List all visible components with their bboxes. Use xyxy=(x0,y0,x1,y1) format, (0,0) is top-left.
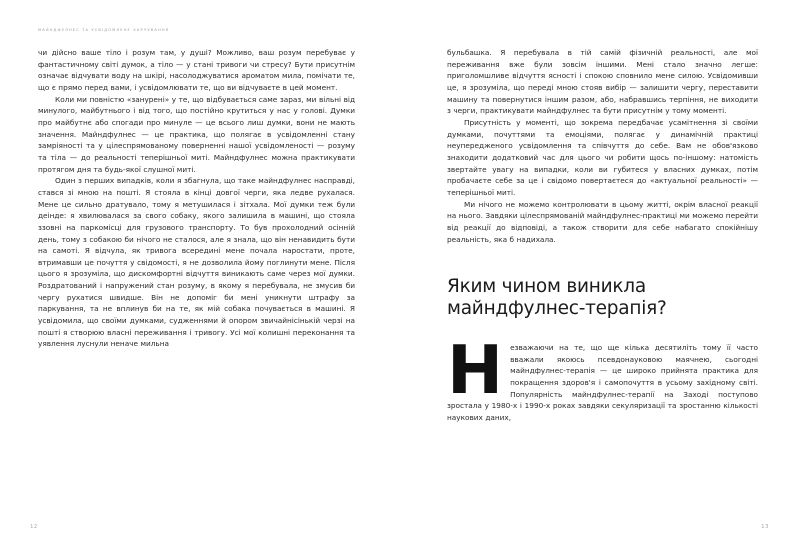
paragraph: Ми нічого не можемо контролювати в цьому житті, окрім власної реакції на нього. Завдяки цілеспрямованій майндфулнес-практиці ми можемо перейти від реакції до відповіді, а також створити для себе набагато спокійнішу реальність, яка б надихала. xyxy=(447,199,758,244)
paragraph-continuation: бульбашка. Я перебувала в тій самій фізичній реальності, але мої переживання вже були зовсім іншими. Мені стало значно легше: приголомшливе відчуття ясності і спокою сповнило мене силою. Усвідомивши це, я зрозуміла, що переді мною стояв вибір — залишити чергу, переставити машину та повернутися іншим разом, або, набравшись терпіння, не виходити з черги, практикувати майндфулнес та бути присутнім у тому моменті. xyxy=(447,48,758,116)
drop-cap: Н xyxy=(447,331,504,410)
paragraph: Присутність у моменті, що зокрема передбачає усамітнення зі своїми думками, почуттями та емоціями, полягає у динамічній практиці неупередженого усвідомлення та співчуття до себе. Вам не обов'язково знаходити додатковий час для цього чи робити щось по-іншому: натомість звертайте увагу на випадки, коли ви губитеся у власних думках, потім пробачаєте себе за це і свідомо повертаєтеся до «актуальної реальності» — теперішньої миті. xyxy=(447,117,758,197)
running-head-left: МАЙНДФУЛНЕС ТА УСВІДОМЛЕНЕ ХАРЧУВАННЯ xyxy=(38,28,170,32)
paragraph: Один з перших випадків, коли я збагнула, що таке майндфулнес насправді, стався зі мною на пошті. Я стояла в кінці довгої черги, яка ледве рухалася. Мене це сильно дратувало, тому я метушилася і зітхала. Мої думки теж були деінде: я хвилювалася за свого собаку, якого залишила в машині, що стояла ззовні на паркомісці для грузового транспорту. То був прохолодний осінній день, тому з собакою би нічого не сталося, але я знала, що він ненавидить бути на самоті. Я відчула, як тривога всередині мене почала наростати, проте, втримавши це почуття у свідомості, я не дозволила йому поглинути мене. Після цього я зрозуміла, що дискомфортні відчуття виникають саме через мої думки. Роздратований і напружений стан розуму, в якому я перебувала, не змусив би чергу рухатися швидше. Він не допоміг би мені уникнути штрафу за паркування, та не вплинув би на те, як мій собака почувається в машині. Я усвідомила, що своїми думками, судженнями й опором звичайнісінькій черзі на пошті я створюю власні переживання і тривогу. Усі мої колишні переконання та уявлення луснули неначе мильна xyxy=(38,176,355,349)
dropcap-paragraph xyxy=(447,331,758,424)
running-head-right xyxy=(447,26,758,35)
paragraph: Коли ми повністю «занурені» у те, що відбувається саме зараз, ми вільні від минулого, майбутнього і від того, що постійно крутиться у нас у голові. Думки про майбутнє або спогади про минуле — це всього лиш думки, вони не мають значення. Майндфулнес — це практика, що полягає в усвідомленні стану замріяності та у цілеспрямованому поверненні нашої усвідомленості — розуму та тіла — до реальності теперішньої миті. Майндфулнес можна практикувати протягом дня та будь-якої слушної миті. xyxy=(38,94,355,174)
dropcap-paragraph-text: езважаючи на те, що ще кілька десятиліть тому її часто вважали якоюсь псевдонауковою маячнею, сьогодні майндфулнес-терапія — це широко прийнята практика для покращення здоров'я і самопочуття в усьому західному світі. Популярність майндфулнес-терапії на Заході поступово зростала у 1980-х і 1990-х роках завдяки секуляризації та зростанню кількості наукових даних, xyxy=(447,343,758,423)
section-heading: Яким чином виникла майндфулнес-терапія? xyxy=(447,276,667,319)
right-page xyxy=(400,0,800,547)
page-number-left: 12 xyxy=(30,524,38,530)
page-number-right: 13 xyxy=(761,524,769,530)
paragraph-continuation: чи дійсно ваше тіло і розум там, у душі? Можливо, ваш розум перебуває у фантастичному світі думок, а тіло — у стані тривоги чи стресу? Бути присутнім означає відчувати воду на шкірі, насолоджуватися ароматом мила, помічати те, що є прямо перед вами, і усвідомлювати те, що ви відчуваєте в цей момент. xyxy=(38,48,355,92)
